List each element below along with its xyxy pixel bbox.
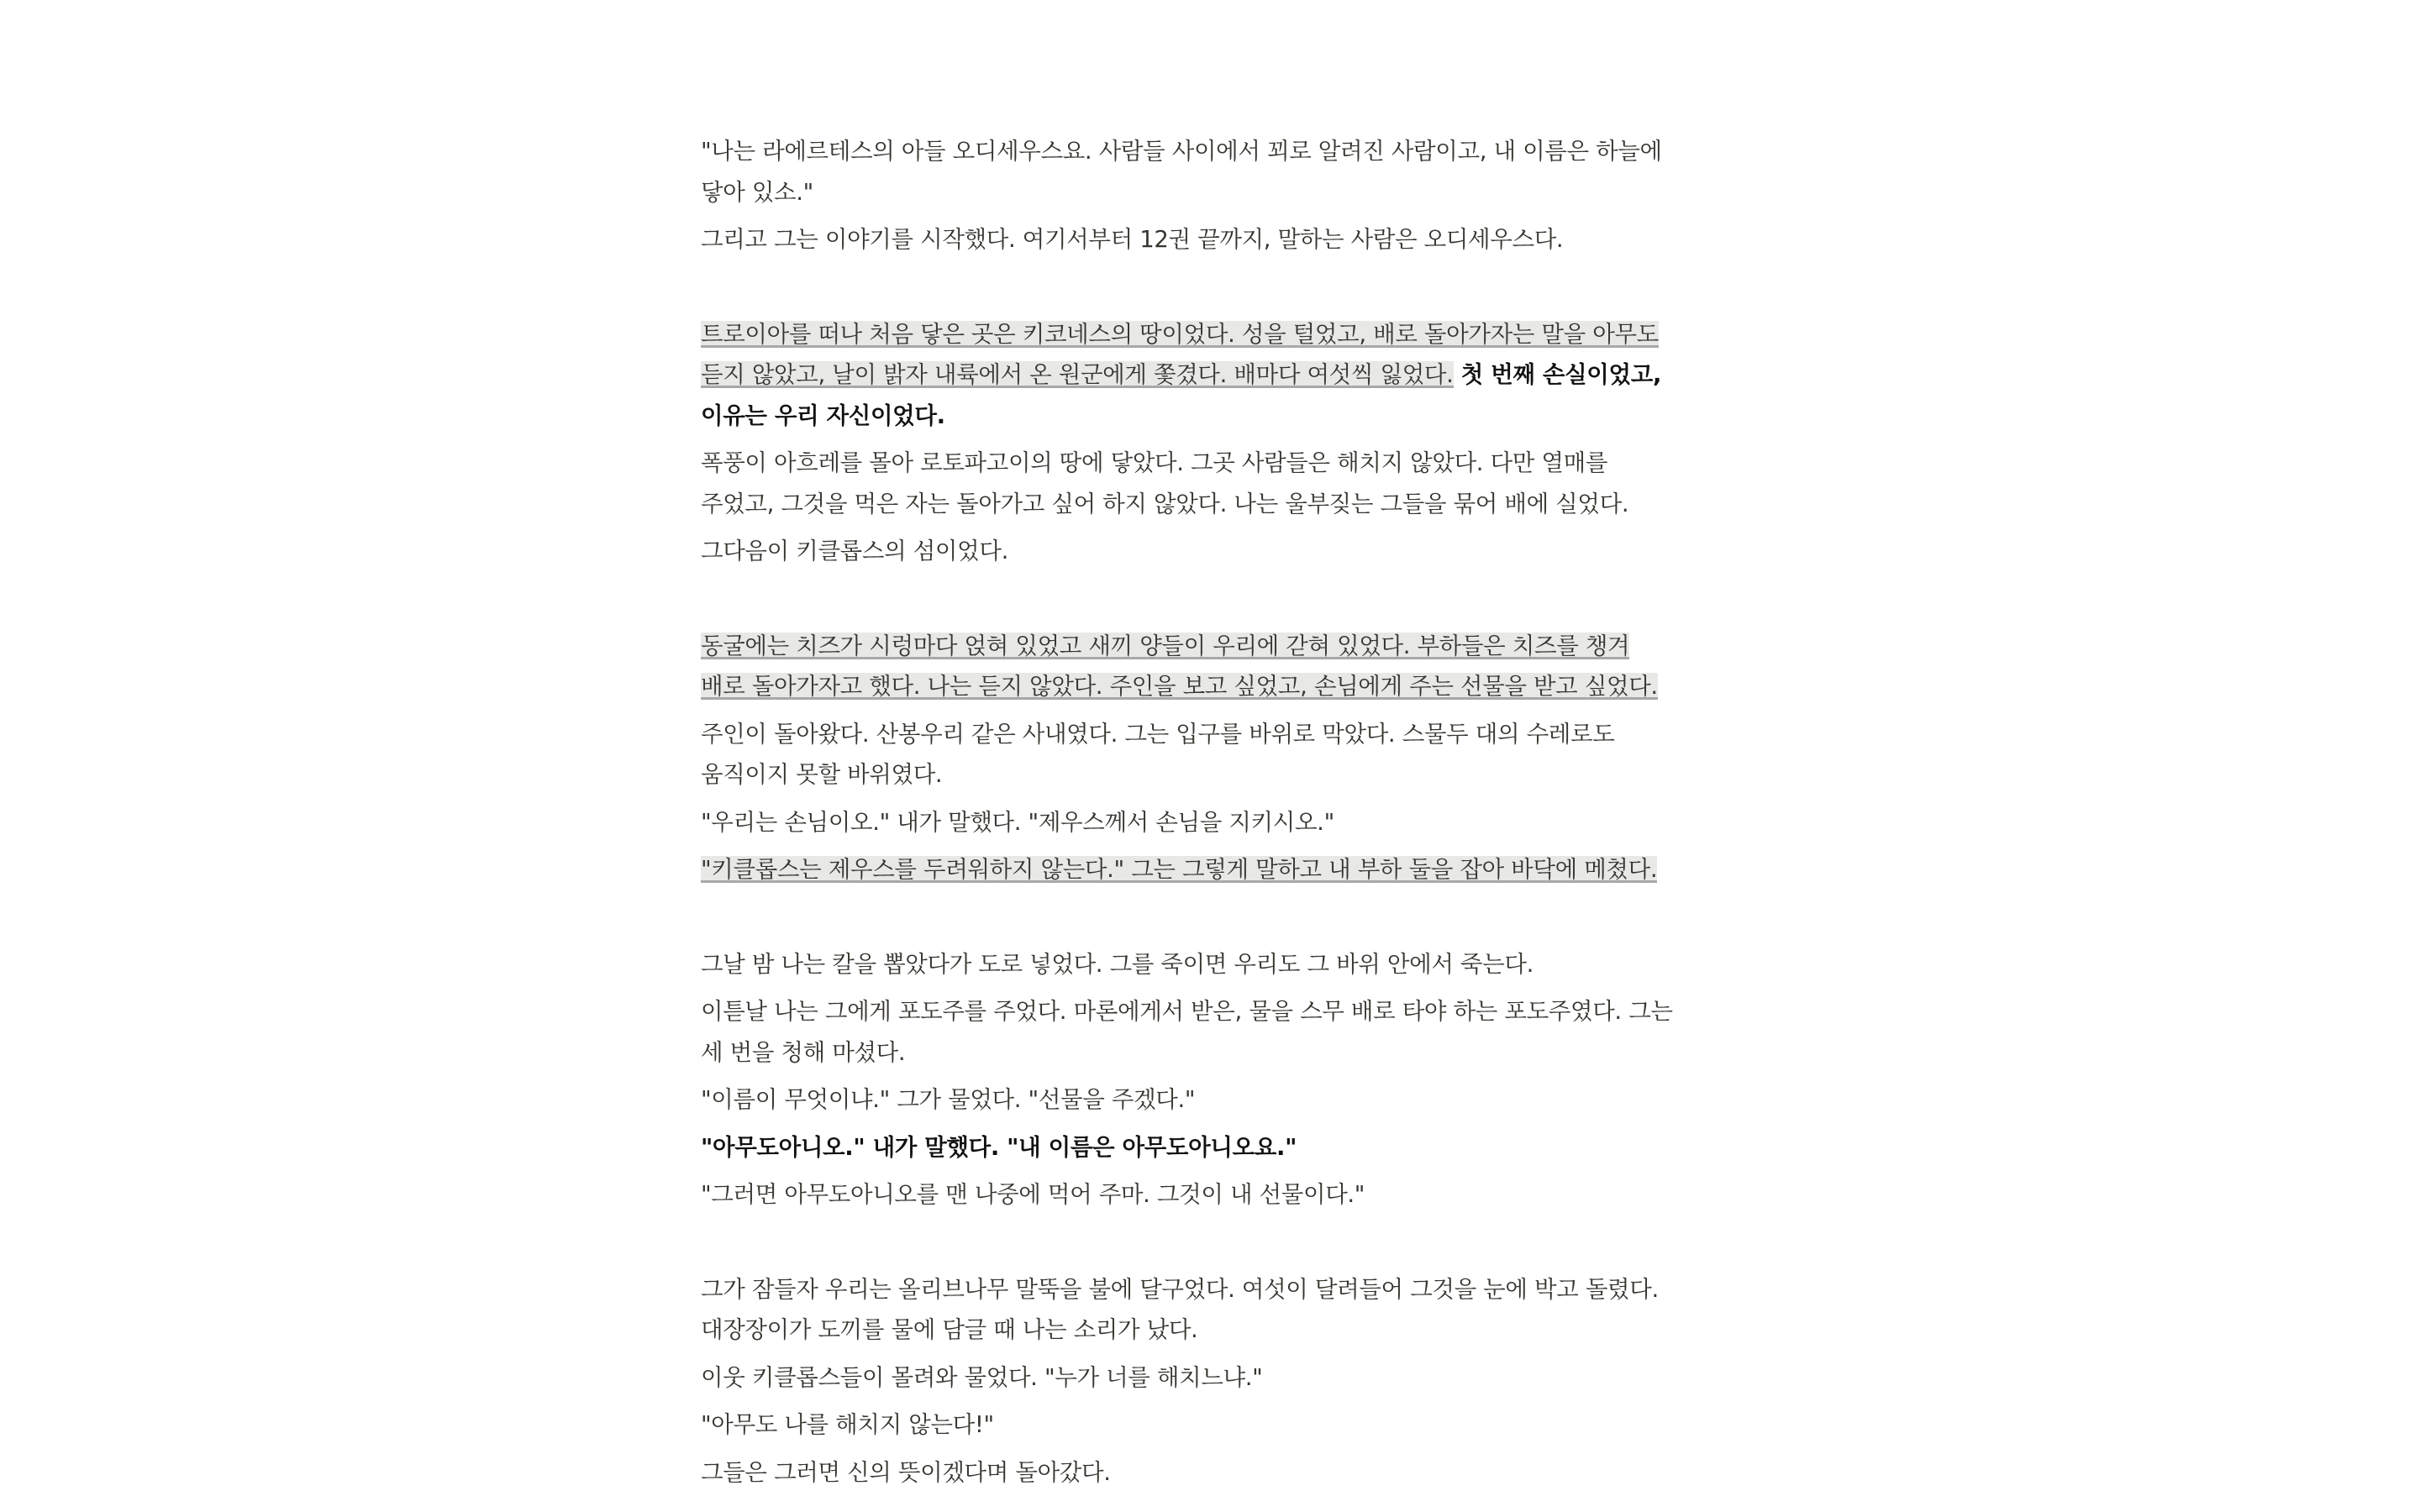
text-line (701, 754, 1751, 795)
text-run: "이름이 무엇이냐." 그가 물었다. "선물을 주겠다." (701, 1086, 1196, 1113)
bold-text: 이유는 우리 자신이었다. (701, 402, 945, 429)
text-line (701, 666, 1751, 707)
text-line (701, 131, 1751, 172)
text-line (701, 1127, 1751, 1168)
text-block (701, 1404, 1751, 1446)
text-run: 그리고 그는 이야기를 시작했다. 여기서부터 12권 끝까지, 말하는 사람은 오디세우스다. (701, 226, 1564, 253)
text-block (701, 849, 1751, 890)
section-gap (701, 897, 1751, 944)
text-block (701, 219, 1751, 260)
text-run: "그러면 아무도아니오를 맨 나중에 먹어 주마. 그것이 내 선물이다." (701, 1181, 1365, 1208)
text-line (701, 1269, 1751, 1310)
text-block (701, 1452, 1751, 1494)
text-run: 세 번을 청해 마셨다. (701, 1038, 906, 1066)
text-run: 그다음이 키클롭스의 섬이었다. (701, 538, 1008, 564)
text-line (701, 944, 1751, 985)
text-line (701, 354, 1751, 396)
text-run: "아무도 나를 해치지 않는다!" (701, 1411, 994, 1438)
text-block (701, 131, 1751, 213)
text-block (701, 443, 1751, 524)
text-line (701, 1357, 1751, 1399)
highlighted-text: "키클롭스는 제우스를 두려워하지 않는다." 그는 그렇게 말하고 내 부하 둘을 잡아 바닥에 메쳤다. (701, 856, 1658, 883)
text-line (701, 1452, 1751, 1494)
text-block (701, 1269, 1751, 1351)
text-block (701, 944, 1751, 985)
text-block (701, 714, 1751, 795)
text-line (701, 531, 1751, 572)
text-block (701, 314, 1751, 437)
text-run: 폭풍이 아흐레를 몰아 로토파고이의 땅에 닿았다. 그곳 사람들은 해치지 않았다. 다만 열매를 (701, 449, 1608, 476)
text-run: 대장장이가 도끼를 물에 담글 때 나는 소리가 났다. (701, 1316, 1198, 1343)
text-line (701, 219, 1751, 260)
text-block (701, 626, 1751, 707)
text-block (701, 991, 1751, 1073)
text-line (701, 1404, 1751, 1446)
text-block (701, 1357, 1751, 1399)
highlighted-text: 배로 돌아가자고 했다. 나는 듣지 않았다. 주인을 보고 싶었고, 손님에게 주는 선물을 받고 싶었다. (701, 673, 1658, 700)
document-body (701, 131, 1751, 1499)
text-run: 주었고, 그것을 먹은 자는 돌아가고 싶어 하지 않았다. 나는 울부짖는 그들을 묶어 배에 실었다. (701, 490, 1629, 517)
text-line (701, 1079, 1751, 1121)
text-block (701, 531, 1751, 572)
text-line (701, 1310, 1751, 1351)
text-run: 이웃 키클롭스들이 몰려와 물었다. "누가 너를 해치느냐." (701, 1363, 1263, 1391)
text-line (701, 1174, 1751, 1215)
text-block (701, 1127, 1751, 1168)
text-run: 그들은 그러면 신의 뜻이겠다며 돌아갔다. (701, 1458, 1111, 1486)
text-run: 그날 밤 나는 칼을 뽑았다가 도로 넣었다. 그를 죽이면 우리도 그 바위 안에서 죽는다. (701, 950, 1534, 978)
text-block (701, 802, 1751, 843)
bold-text: "아무도아니오." 내가 말했다. "내 이름은 아무도아니오요." (701, 1133, 1297, 1161)
text-line (701, 714, 1751, 755)
text-run: 이튿날 나는 그에게 포도주를 주었다. 마론에게서 받은, 물을 스무 배로 타야 하는 포도주였다. 그는 (701, 998, 1673, 1025)
highlighted-text: 트로이아를 떠나 처음 닿은 곳은 키코네스의 땅이었다. 성을 털었고, 배로 돌아가자는 말을 아무도 (701, 320, 1659, 348)
text-block (701, 1079, 1751, 1121)
text-line (701, 849, 1751, 890)
text-line (701, 484, 1751, 525)
text-run: "나는 라에르테스의 아들 오디세우스요. 사람들 사이에서 꾀로 알려진 사람이고, 내 이름은 하늘에 (701, 138, 1662, 165)
text-line (701, 802, 1751, 843)
text-line (701, 1032, 1751, 1074)
section-gap (701, 267, 1751, 314)
text-run: 닿아 있소." (701, 178, 813, 206)
text-run: 그가 잠들자 우리는 올리브나무 말뚝을 불에 달구었다. 여섯이 달려들어 그것을 눈에 박고 돌렸다. (701, 1275, 1659, 1303)
text-line (701, 626, 1751, 667)
text-run: 움직이지 못할 바위였다. (701, 761, 943, 788)
text-line (701, 314, 1751, 355)
section-gap (701, 1222, 1751, 1269)
text-line (701, 396, 1751, 437)
text-line (701, 172, 1751, 213)
text-run: "우리는 손님이오." 내가 말했다. "제우스께서 손님을 지키시오." (701, 808, 1334, 836)
highlighted-text: 듣지 않았고, 날이 밝자 내륙에서 온 원군에게 쫓겼다. 배마다 여섯씩 잃었다. (701, 361, 1454, 388)
text-line (701, 991, 1751, 1032)
highlighted-text: 동굴에는 치즈가 시렁마다 얹혀 있었고 새끼 양들이 우리에 갇혀 있었다. 부하들은 치즈를 챙겨 (701, 632, 1630, 659)
section-gap (701, 579, 1751, 626)
bold-text: 첫 번째 손실이었고, (1453, 361, 1662, 388)
text-block (701, 1174, 1751, 1215)
text-run: 주인이 돌아왔다. 산봉우리 같은 사내였다. 그는 입구를 바위로 막았다. 스물두 대의 수레로도 (701, 720, 1615, 748)
text-line (701, 443, 1751, 484)
